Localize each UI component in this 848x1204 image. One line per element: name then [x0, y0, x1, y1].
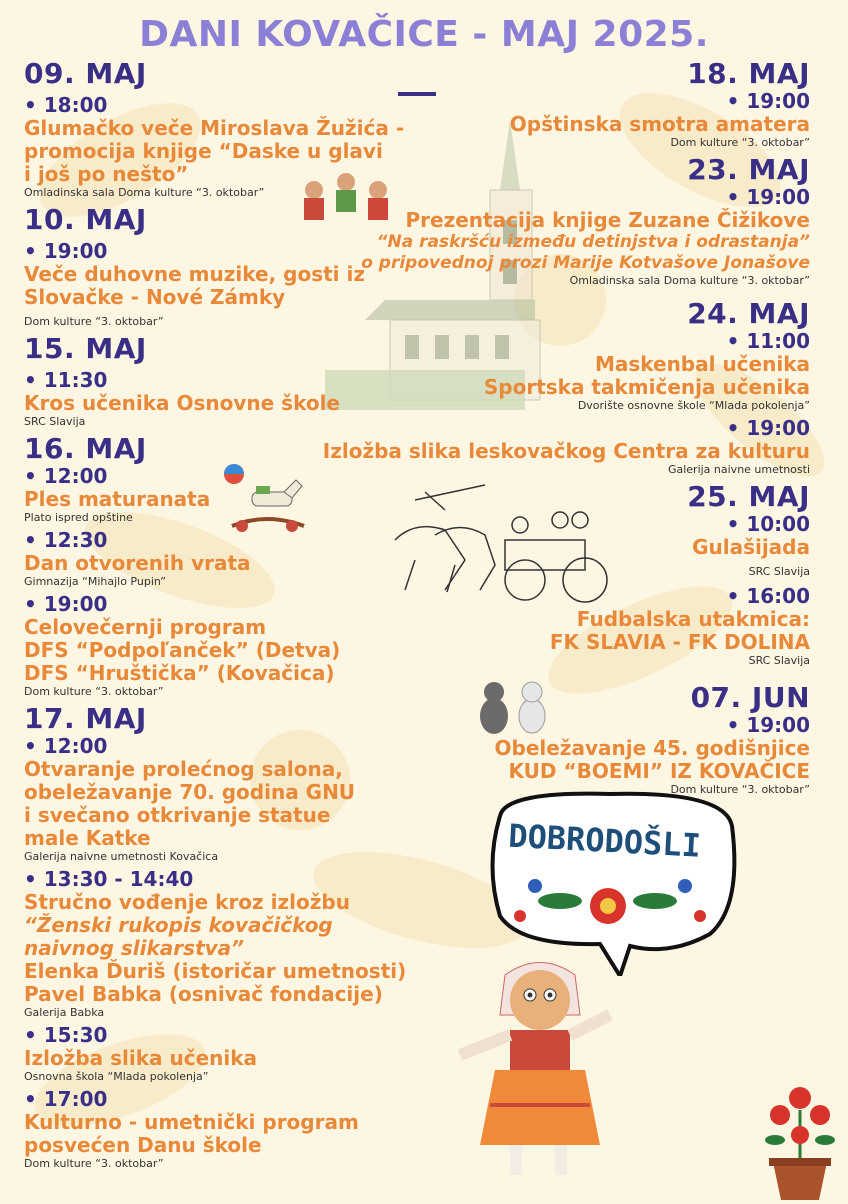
event-title: posvećen Danu škole — [24, 1133, 262, 1157]
event-venue: Galerija Babka — [24, 1006, 105, 1019]
date-heading: 16. MAJ — [24, 432, 147, 465]
event-title: “Ženski rukopis kovačičkog — [24, 913, 333, 937]
event-title: Otvaranje prolećnog salona, — [24, 757, 343, 781]
cats-illustration — [474, 676, 554, 740]
event-venue: Dom kulture “3. oktobar” — [670, 783, 810, 796]
event-title: “Na raskršću između detinjstva i odrastanja” — [376, 232, 810, 252]
event-title: Elenka Ďuriš (istoričar umetnosti) — [24, 959, 407, 983]
event-time: • 15:30 — [24, 1023, 108, 1047]
date-heading: 15. MAJ — [24, 332, 147, 365]
event-time: • 17:00 — [24, 1087, 108, 1111]
date-heading: 25. MAJ — [687, 480, 810, 513]
date-heading: 24. MAJ — [687, 297, 810, 330]
event-title: Izložba slika leskovačkog Centra za kulturu — [322, 439, 810, 463]
date-heading: 07. JUN — [690, 681, 810, 714]
event-title: o pripovednoj prozi Marije Kotvašove Jonašove — [361, 253, 810, 273]
event-time: • 18:00 — [24, 93, 108, 117]
event-venue: Omladinska sala Doma kulture “3. oktobar” — [569, 274, 810, 287]
event-title: obeležavanje 70. godina GNU — [24, 780, 356, 804]
event-time: • 12:00 — [24, 464, 108, 488]
event-title: Obeležavanje 45. godišnjice — [494, 736, 810, 760]
horse-carriage-sketch — [385, 480, 615, 614]
event-time: • 19:00 — [726, 185, 810, 209]
event-title: FK SLAVIA - FK DOLINA — [549, 630, 810, 654]
event-title: Gulašijada — [692, 535, 810, 559]
event-title: Izložba slika učenika — [24, 1046, 258, 1070]
welcome-bubble — [480, 786, 750, 980]
event-venue: SRC Slavija — [24, 415, 86, 428]
event-title: Sportska takmičenja učenika — [483, 375, 810, 399]
event-venue: Dom kulture “3. oktobar” — [670, 136, 810, 149]
event-title: promocija knjige “Daske u glavi — [24, 139, 383, 163]
event-time: • 12:00 — [24, 734, 108, 758]
event-title: Slovačke - Nové Zámky — [24, 285, 286, 309]
event-title: Fudbalska utakmica: — [576, 607, 810, 631]
event-venue: Dom kulture “3. oktobar” — [24, 1157, 164, 1170]
event-title: Ples maturanata — [24, 487, 211, 511]
event-venue: SRC Slavija — [748, 565, 810, 578]
date-heading: 10. MAJ — [24, 203, 147, 236]
event-title: Opštinska smotra amatera — [509, 112, 810, 136]
event-title: KUD “BOEMI” IZ KOVAČICE — [508, 759, 810, 783]
page-title: DANI KOVAČICE - MAJ 2025. — [139, 14, 709, 55]
event-venue: Plato ispred opštine — [24, 511, 133, 524]
event-time: • 19:00 — [726, 713, 810, 737]
event-title: Pavel Babka (osnivač fondacije) — [24, 982, 383, 1006]
welcome-text: DOBRODOŠLI — [507, 816, 702, 865]
dolls-illustration — [296, 168, 396, 232]
event-venue: Dom kulture “3. oktobar” — [24, 315, 164, 328]
event-title: Prezentacija knjige Zuzane Čižikove — [405, 208, 810, 232]
event-venue: Omladinska sala Doma kulture “3. oktobar” — [24, 186, 265, 199]
event-venue: Dom kulture “3. oktobar” — [24, 685, 164, 698]
date-heading: 18. MAJ — [687, 57, 810, 90]
event-venue: Dvorište osnovne škole “Mlada pokolenja” — [577, 399, 810, 412]
event-time: • 19:00 — [24, 239, 108, 263]
event-title: naivnog slikarstva” — [24, 936, 245, 960]
event-title: Veče duhovne muzike, gosti iz — [24, 262, 365, 286]
event-title: Stručno vođenje kroz izložbu — [24, 890, 350, 914]
event-time: • 12:30 — [24, 528, 108, 552]
event-title: i svečano otkrivanje statue — [24, 803, 331, 827]
event-time: • 19:00 — [726, 416, 810, 440]
event-time: • 16:00 — [726, 584, 810, 608]
event-venue: Galerija naivne umetnosti Kovačica — [24, 850, 219, 863]
flower-pot-illustration — [755, 1080, 845, 1204]
event-venue: Osnovna škola “Mlada pokolenja” — [24, 1070, 209, 1083]
event-time: • 11:30 — [24, 368, 108, 392]
event-time: • 10:00 — [726, 512, 810, 536]
event-time: • 19:00 — [726, 89, 810, 113]
date-heading: 09. MAJ — [24, 57, 147, 90]
event-title: Celovečernji program — [24, 615, 267, 639]
event-title: Kulturno - umetnički program — [24, 1110, 359, 1134]
date-heading: 23. MAJ — [687, 153, 810, 186]
event-title: DFS “Podpoľanček” (Detva) — [24, 638, 341, 662]
event-time: • 11:00 — [726, 329, 810, 353]
event-title: Maskenbal učenika — [594, 352, 810, 376]
event-title: Kros učenika Osnovne škole — [24, 391, 340, 415]
folk-doll-illustration — [450, 955, 630, 1199]
rocking-horse-illustration — [222, 462, 312, 546]
event-time: • 19:00 — [24, 592, 108, 616]
event-title: DFS “Hruštička” (Kovačica) — [24, 661, 335, 685]
event-time: • 13:30 - 14:40 — [24, 867, 194, 891]
event-title: i još po nešto” — [24, 162, 189, 186]
event-title: male Katke — [24, 826, 151, 850]
event-venue: Galerija naivne umetnosti — [667, 463, 810, 476]
date-heading: 17. MAJ — [24, 702, 147, 735]
event-venue: Gimnazija “Mihajlo Pupin” — [24, 575, 166, 588]
event-venue: SRC Slavija — [748, 654, 810, 667]
event-title: Glumačko veče Miroslava Žužića - — [24, 116, 405, 140]
event-title: Dan otvorenih vrata — [24, 551, 251, 575]
